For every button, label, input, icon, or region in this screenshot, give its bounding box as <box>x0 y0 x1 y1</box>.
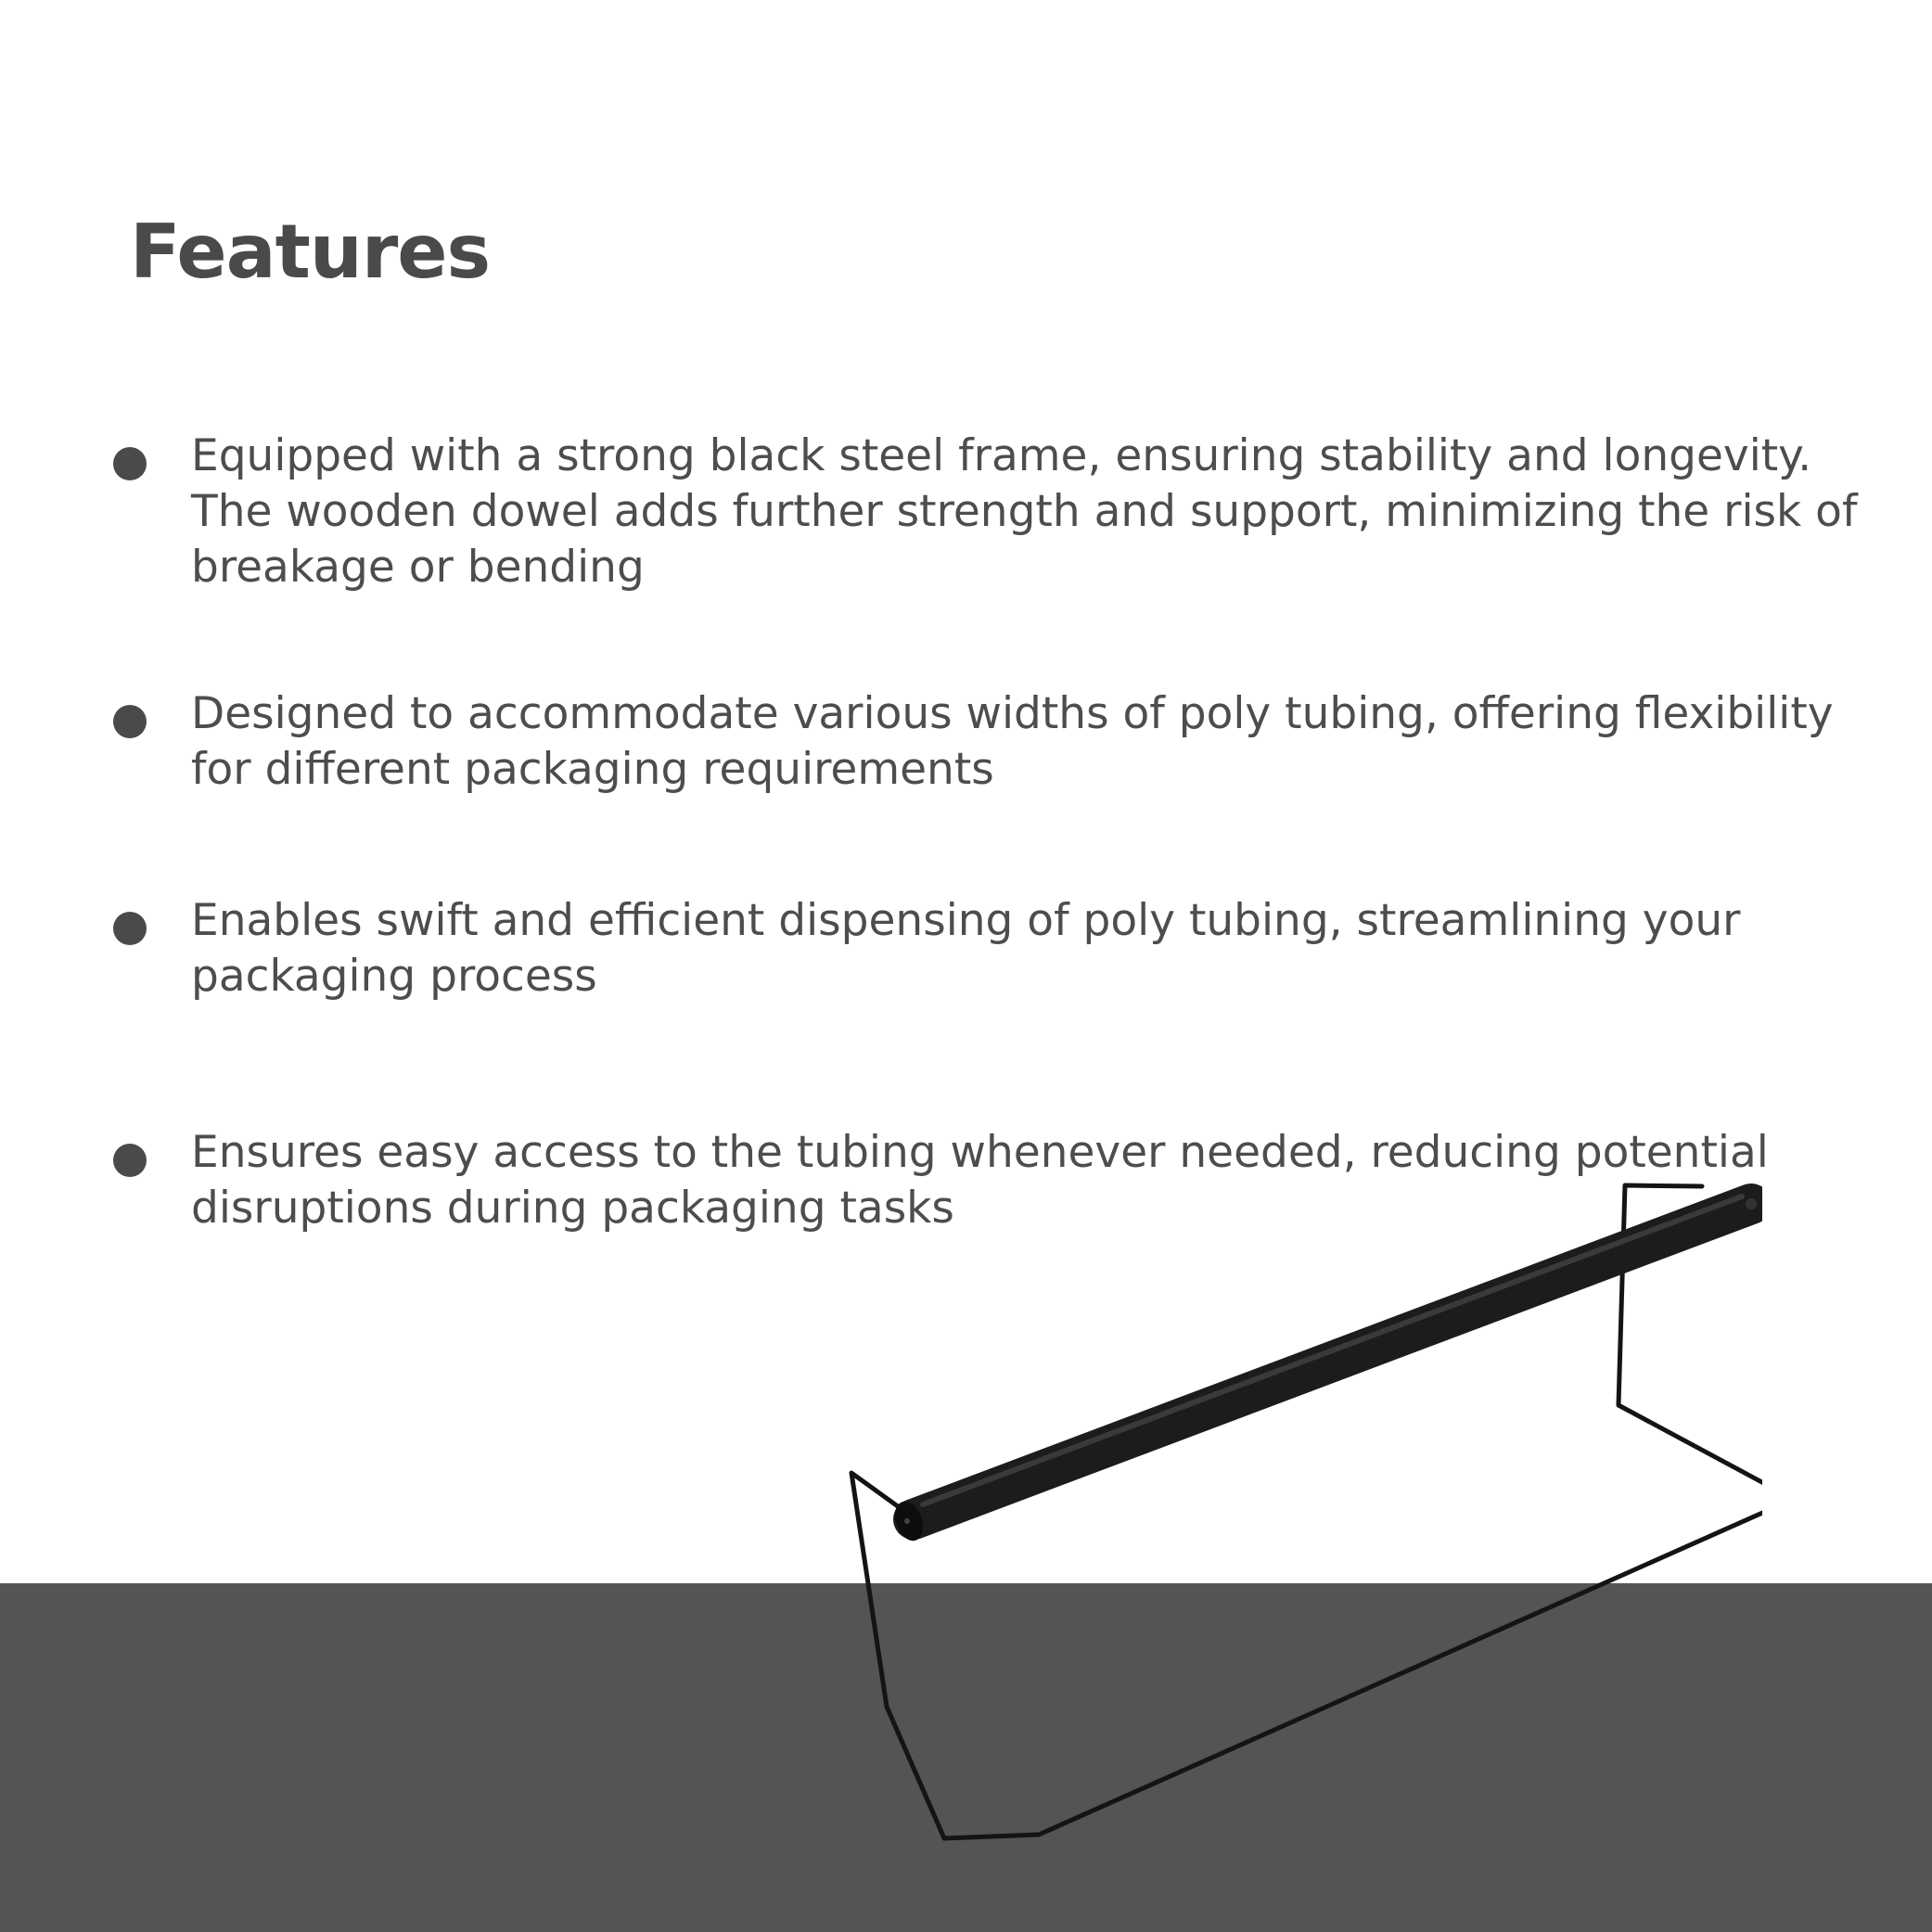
feature-text: Enables swift and efficient dispensing of poly tubing, streamlining your packaging process <box>191 895 1741 1002</box>
dowel-screw-left <box>904 1518 910 1524</box>
feature-text: Equipped with a strong black steel frame, ensuring stability and longevity. The wooden dowel adds further strength and support, minimizing the risk of breakage or bending <box>191 430 1858 593</box>
bullet-icon <box>113 705 147 738</box>
bullet-icon <box>113 1144 147 1177</box>
feature-text: Designed to accommodate various widths of poly tubing, offering flexibility for different packaging requirements <box>191 688 1834 795</box>
bullet-icon <box>113 912 147 945</box>
feature-text: Ensures easy access to the tubing whenever needed, reducing potential disruptions during packaging tasks <box>191 1127 1769 1234</box>
dowel-screw-right <box>1746 1198 1757 1209</box>
page-title: Features <box>130 209 491 295</box>
frame-base <box>1039 1493 1762 1835</box>
bullet-icon <box>113 447 147 480</box>
tubing-dispenser-image <box>835 1169 1762 1864</box>
dowel-rod <box>914 1204 1751 1519</box>
